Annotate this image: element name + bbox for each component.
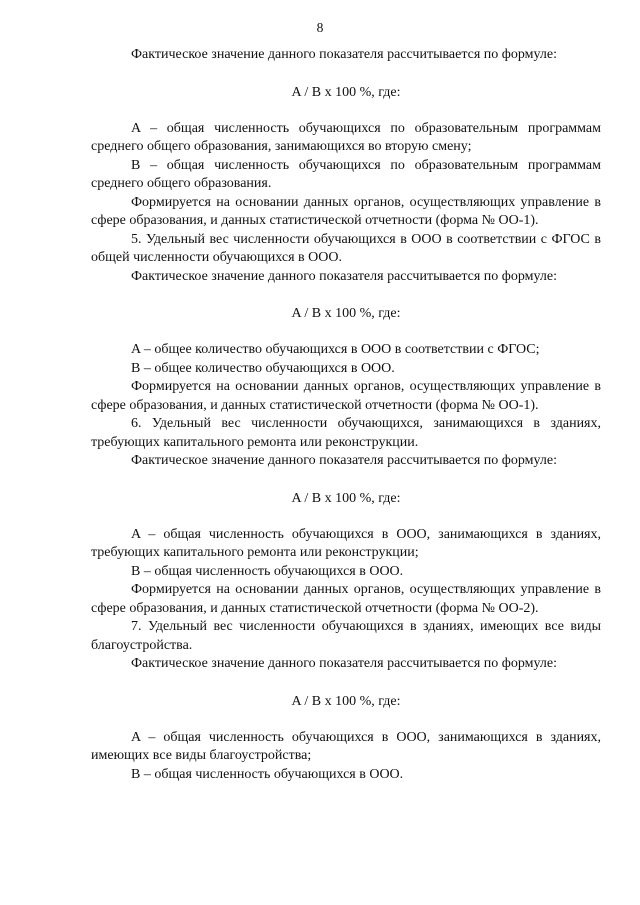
- paragraph: B – общая численность обучающихся по образовательным программам среднего общего образования.: [91, 157, 601, 191]
- paragraph: Фактическое значение данного показателя рассчитывается по формуле:: [131, 268, 557, 284]
- paragraph: B – общая численность обучающихся в ООО.: [131, 766, 404, 782]
- paragraph: Фактическое значение данного показателя рассчитывается по формуле:: [131, 453, 557, 468]
- formula-line: A / B x 100 %, где:: [291, 306, 401, 321]
- paragraph: A – общая численность обучающихся в ООО, занимающихся в зданиях, требующих капитального ремонта или реконструкции;: [91, 526, 601, 560]
- paragraph: A – общее количество обучающихся в ООО в соответствии с ФГОС;: [131, 342, 540, 357]
- paragraph: A – общая численность обучающихся по образовательным программам среднего общего образования, занимающихся во вторую смену;: [91, 120, 601, 154]
- paragraph: Формируется на основании данных органов, осуществляющих управление в сфере образования, и данных статистической отчетности (форма № ОО-1).: [91, 379, 601, 413]
- paragraph: Фактическое значение данного показателя рассчитывается по формуле:: [131, 656, 557, 671]
- paragraph: 7. Удельный вес численности обучающихся в зданиях, имеющих все виды благоустройства.: [91, 619, 601, 653]
- paragraph: A – общая численность обучающихся в ООО, занимающихся в зданиях, имеющих все виды благоустройства;: [91, 729, 601, 763]
- paragraph: B – общее количество обучающихся в ООО.: [131, 360, 395, 376]
- formula-line: A / B x 100 %, где:: [291, 490, 401, 506]
- formula-line: A / B x 100 %, где:: [291, 84, 401, 100]
- paragraph: 5. Удельный вес численности обучающихся в ООО в соответствии с ФГОС в общей численности обучающихся в ООО.: [91, 231, 601, 265]
- paragraph: Фактическое значение данного показателя рассчитывается по формуле:: [131, 47, 557, 62]
- formula-line: A / B x 100 %, где:: [291, 693, 401, 709]
- page-number: 8: [316, 20, 324, 35]
- paragraph: Формируется на основании данных органов, осуществляющих управление в сфере образования, и данных статистической отчетности (форма № ОО-1).: [91, 194, 601, 228]
- paragraph: 6. Удельный вес численности обучающихся, занимающихся в зданиях, требующих капитального ремонта или реконструкции.: [91, 416, 601, 450]
- paragraph: Формируется на основании данных органов, осуществляющих управление в сфере образования, и данных статистической отчетности (форма № ОО-2).: [91, 582, 601, 616]
- document-body: [91, 46, 601, 784]
- paragraph: B – общая численность обучающихся в ООО.: [131, 563, 404, 579]
